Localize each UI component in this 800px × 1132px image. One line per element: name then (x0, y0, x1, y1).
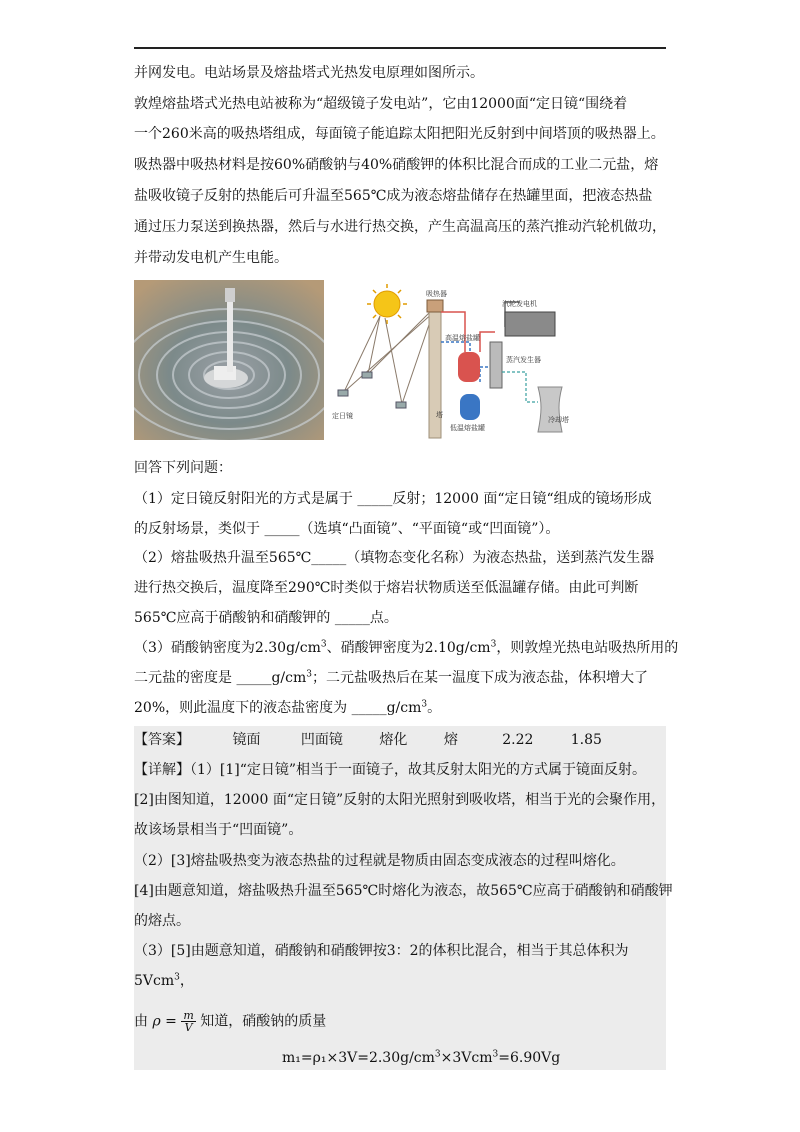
svg-text:高温熔盐罐: 高温熔盐罐 (445, 334, 480, 342)
sun-icon (367, 284, 407, 324)
svg-text:汽轮发电机: 汽轮发电机 (502, 300, 537, 308)
question-2: （2）熔盐吸热升温至565℃_____（填物态变化名称）为液态热盐，送到蒸汽发生器 (134, 550, 655, 566)
density-symbol: ρ = (152, 1013, 177, 1030)
intro-line: 一个260米高的吸热塔组成，每面镜子能追踪太阳把阳光反射到中间塔顶的吸热器上。 (134, 126, 665, 142)
answer-value: 镜面 (232, 732, 261, 748)
detail-line: （3）[5]由题意知道，硝酸钠和硝酸钾按3：2的体积比混合，相当于其总体积为 (134, 943, 629, 959)
intro-line: 敦煌熔盐塔式光热电站被称为“超级镜子发电站”，它由12000面“定日镜“围绕着 (134, 96, 628, 112)
detail-line: 5Vcm$^3$， (134, 972, 194, 989)
question-3-cont: 20%，则此温度下的液态盐密度为 $\_\_\_\_\_g/cm^3$。 (134, 699, 442, 716)
detail-line: 【详解】（1）[1]“定日镜”相当于一面镜子，故其反射太阳光的方式属于镜面反射。 (134, 762, 647, 778)
svg-text:蒸汽发生器: 蒸汽发生器 (506, 356, 541, 364)
answer-row (134, 730, 674, 750)
question-lead: 回答下列问题： (134, 460, 232, 476)
power-station-photo (134, 280, 324, 440)
detail-line: 故该场景相当于“凹面镜”。 (134, 822, 303, 838)
question-3: （3）硝酸钠密度为$2.30g/cm^3$、硝酸钾密度为$2.10g/cm^3$，则敦煌光热电站吸热所用的 (134, 639, 679, 656)
svg-text:低温熔盐罐: 低温熔盐罐 (450, 424, 485, 432)
intro-line: 通过压力泵送到换热器，然后与水进行热交换，产生高温高压的蒸汽推动汽轮机做功， (134, 219, 666, 235)
intro-line: 并带动发电机产生电能。 (134, 250, 288, 266)
intro-line: 盐吸收镜子反射的热能后可升温至565℃成为液态熔盐储存在热罐里面，把液态热盐 (134, 188, 653, 204)
steam-generator (490, 342, 502, 388)
cooling-tower (538, 387, 562, 432)
answer-value: 熔 (443, 732, 458, 748)
question-1-cont: 的反射场景，类似于 _____（选填“凸面镜”、“平面镜“或“凹面镜”）。 (134, 521, 560, 537)
turbine (505, 312, 555, 336)
detail-line: （2）[3]熔盐吸热变为液态热盐的过程就是物质由固态变成液态的过程叫熔化。 (134, 853, 625, 869)
answer-value: 2.22 (502, 732, 534, 748)
svg-text:塔: 塔 (436, 411, 443, 419)
question-1: （1）定日镜反射阳光的方式是属于 _____反射；12000 面“定日镜“组成的镜场形成 (134, 491, 652, 507)
answer-label: 【答案】 (134, 732, 190, 748)
fraction: $\frac{m}{V}$ (183, 1009, 194, 1034)
question-2-cont: 565℃应高于硝酸钠和硝酸钾的 _____点。 (134, 610, 398, 626)
question-3-cont: 二元盐的密度是 $\_\_\_\_\_g/cm^3$；二元盐吸热后在某一温度下成为液态盐，体积增大了 (134, 669, 648, 686)
svg-text:定日镜: 定日镜 (332, 412, 353, 420)
question-2-cont: 进行热交换后，温度降至290℃时类似于熔岩状物质送至低温罐存储。由此可判断 (134, 580, 639, 596)
detail-line: [2]由图知道，12000 面“定日镜”反射的太阳光照射到吸收塔，相当于光的会聚作用， (134, 792, 666, 808)
svg-text:吸热器: 吸热器 (426, 290, 447, 298)
answer-value: 1.85 (570, 732, 602, 748)
detail-formula-line: 由 ρ = $\frac{m}{V}$ 知道，硝酸钠的质量 (134, 1009, 327, 1034)
solar-thermal-diagram (330, 282, 580, 442)
cold-tank (460, 394, 480, 420)
intro-line: 并网发电。电站场景及熔盐塔式光热发电原理如图所示。 (134, 65, 484, 81)
detail-line: [4]由题意知道，熔盐吸热升温至565℃时熔化为液态，故565℃应高于硝酸钠和硝酸钾 (134, 883, 673, 899)
answer-value: 熔化 (379, 732, 408, 748)
detail-line: 的熔点。 (134, 913, 190, 929)
mass-equation: $m_1=\rho_1\times 3V=2.30g/cm^3\times 3Vcm^3=6.90Vg$ (282, 1049, 561, 1066)
header-rule (134, 47, 666, 49)
intro-line: 吸热器中吸热材料是按60%硝酸钠与40%硝酸钾的体积比混合而成的工业二元盐，熔 (134, 157, 659, 173)
hot-tank (458, 352, 480, 382)
svg-text:冷却塔: 冷却塔 (548, 416, 569, 424)
absorber (427, 300, 443, 312)
answer-value: 凹面镜 (300, 732, 343, 748)
